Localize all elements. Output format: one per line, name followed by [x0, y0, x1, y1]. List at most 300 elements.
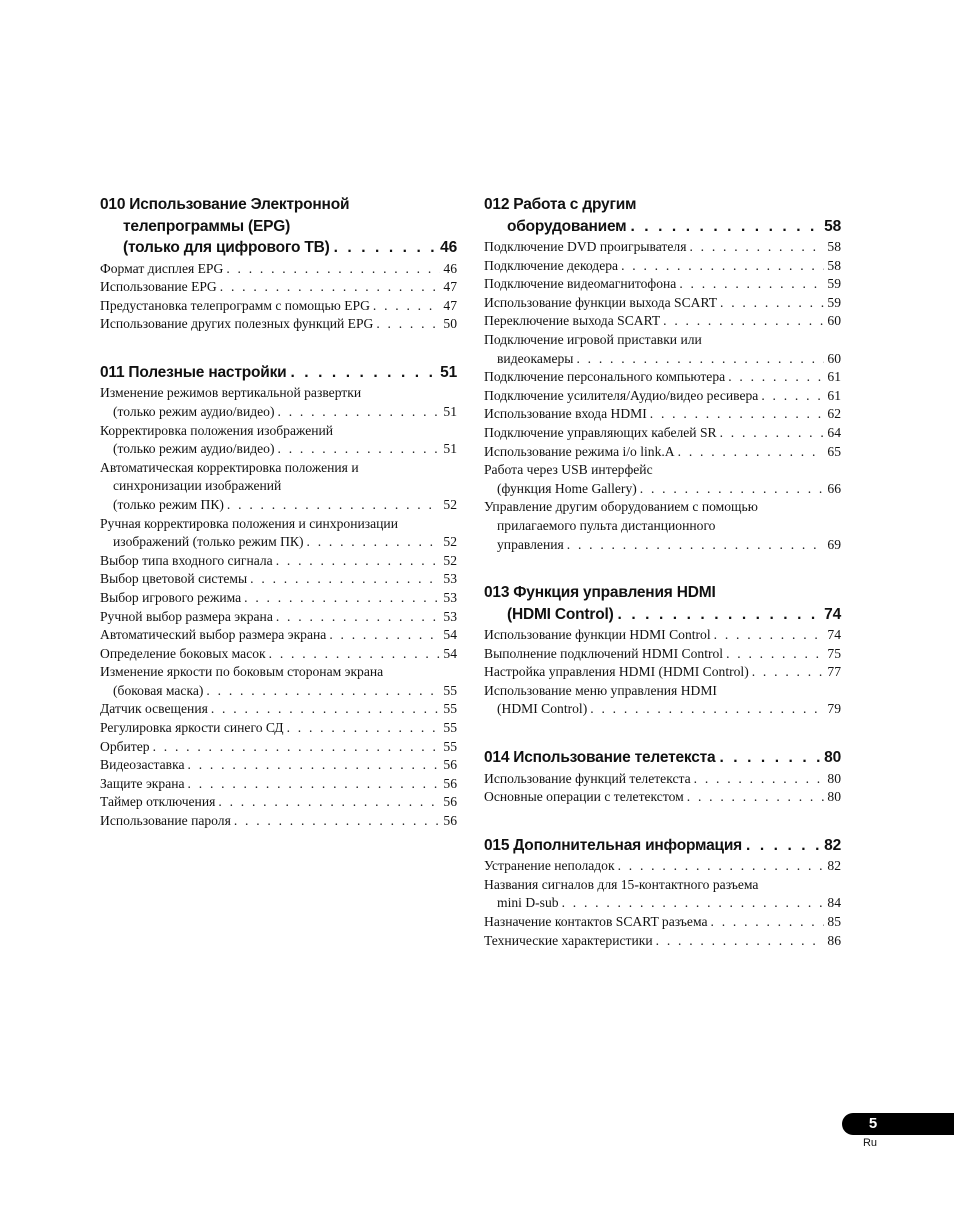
dot-leader — [276, 608, 441, 627]
section-number: 014 — [484, 749, 510, 767]
toc-entry — [100, 515, 457, 552]
dot-leader — [679, 275, 824, 294]
dot-leader — [211, 700, 441, 719]
toc-entry — [484, 788, 841, 807]
toc-entry — [100, 384, 457, 421]
dot-leader — [621, 257, 824, 276]
toc-entry-line — [484, 312, 841, 331]
dot-leader — [276, 552, 441, 571]
section-number: 012 — [484, 196, 510, 213]
dot-leader — [567, 536, 825, 555]
toc-entry-line — [484, 257, 841, 276]
dot-leader — [188, 756, 441, 775]
toc-entry-line — [100, 297, 457, 316]
entry-title: Изменение режимов вертикальной развертки — [100, 385, 362, 401]
toc-entry-line — [484, 517, 841, 536]
dot-leader — [307, 533, 441, 552]
dot-leader — [746, 835, 820, 857]
entry-title: Использование других полезных функций EPG — [100, 316, 374, 332]
toc-entry-line — [484, 498, 841, 517]
toc-entry — [100, 626, 457, 645]
entry-title: Датчик освещения — [100, 701, 208, 717]
dot-leader — [656, 932, 825, 951]
section-heading — [484, 194, 841, 237]
dot-leader — [234, 812, 441, 831]
toc-entry-line — [484, 663, 841, 682]
entry-title: Выбор игрового режима — [100, 589, 242, 605]
toc-entry-line — [484, 645, 841, 664]
dot-leader — [728, 368, 824, 387]
toc-entry-line — [100, 278, 457, 297]
entry-page-number: 52 — [443, 534, 457, 550]
entry-title: Подключение DVD проигрывателя — [484, 239, 687, 254]
toc-entry-line — [100, 775, 457, 794]
toc-entry-line — [100, 645, 457, 664]
toc-entry — [100, 315, 457, 334]
dot-leader — [618, 604, 821, 626]
section-title-text: Использование телетекста — [513, 749, 716, 767]
entry-page-number: 61 — [827, 387, 841, 403]
entry-page-number: 52 — [443, 496, 457, 512]
entry-title: Определение боковых масок — [100, 645, 266, 661]
toc-entry — [100, 278, 457, 297]
toc-entry-line — [484, 626, 841, 645]
toc-entry-line — [100, 663, 457, 682]
toc-entry — [484, 645, 841, 664]
section-page-number: 82 — [824, 836, 841, 854]
toc-entry — [100, 793, 457, 812]
entry-page-number: 66 — [827, 480, 841, 496]
entry-title: Подключение видеомагнитофона — [484, 276, 677, 292]
entry-title: Использование EPG — [100, 279, 217, 295]
dot-leader — [694, 770, 825, 789]
dot-leader — [562, 894, 825, 913]
entry-page-number: 53 — [443, 589, 457, 605]
toc-entry — [100, 297, 457, 316]
entry-title: Использование входа HDMI — [484, 406, 647, 422]
dot-leader — [278, 403, 441, 422]
toc-entry-line — [100, 384, 457, 403]
toc-entry-line — [100, 477, 457, 496]
dot-leader — [687, 788, 825, 807]
dot-leader — [663, 312, 824, 331]
toc-entry-line — [484, 700, 841, 719]
entry-title: Выбор цветовой системы — [100, 571, 248, 587]
toc-entry — [484, 913, 841, 932]
section-heading — [484, 835, 841, 857]
dot-leader — [290, 362, 436, 384]
entry-page-number: 55 — [443, 738, 457, 754]
entry-title: Выполнение подключений HDMI Control — [484, 645, 724, 661]
entry-page-number: 56 — [443, 775, 457, 791]
toc-entry-line — [484, 913, 841, 932]
entry-page-number: 56 — [443, 794, 457, 810]
toc-entry — [484, 257, 841, 276]
section-heading-line — [484, 604, 841, 626]
entry-title: Названия сигналов для 15-контактного разъема — [484, 876, 759, 892]
entry-title: Защите экрана — [100, 775, 185, 791]
section-title-text: (только для цифрового ТВ) — [123, 239, 330, 256]
toc-entry — [484, 368, 841, 387]
toc-entry — [484, 626, 841, 645]
section-heading — [100, 362, 457, 384]
entry-title: прилагаемого пульта дистанционного — [497, 517, 716, 533]
entry-title: Использование функции выхода SCART — [484, 294, 718, 310]
dot-leader — [188, 775, 441, 794]
toc-entry-line — [484, 876, 841, 895]
entry-page-number: 51 — [443, 403, 457, 419]
toc-entry — [484, 682, 841, 719]
entry-title: Подключение персонального компьютера — [484, 369, 726, 385]
toc-section — [484, 194, 841, 554]
toc-entry-line — [484, 331, 841, 350]
toc-entry — [484, 294, 841, 313]
entry-title: Использование функции HDMI Control — [484, 627, 711, 643]
toc-left-column — [100, 194, 457, 859]
section-title-text: (HDMI Control) — [507, 605, 614, 623]
toc-entry-line — [484, 788, 841, 807]
dot-leader — [244, 589, 440, 608]
section-heading-line — [100, 362, 457, 384]
entry-page-number: 56 — [443, 813, 457, 829]
toc-entry — [100, 608, 457, 627]
entry-page-number: 85 — [827, 914, 841, 930]
entry-page-number: 52 — [443, 552, 457, 568]
section-heading-line — [100, 216, 457, 238]
toc-entry-line — [100, 756, 457, 775]
dot-leader — [269, 645, 441, 664]
toc-entry-line — [484, 857, 841, 876]
entry-title: Использование меню управления HDMI — [484, 682, 717, 698]
dot-leader — [720, 294, 824, 313]
entry-title: Таймер отключения — [100, 794, 216, 810]
toc-entry — [100, 260, 457, 279]
entry-page-number: 56 — [443, 757, 457, 773]
dot-leader — [376, 315, 440, 334]
toc-entry-line — [484, 894, 841, 913]
dot-leader — [714, 626, 825, 645]
entry-page-number: 86 — [827, 932, 841, 948]
dot-leader — [329, 626, 440, 645]
toc-entry — [484, 498, 841, 554]
section-page-number: 58 — [824, 217, 841, 235]
entry-title: Орбитер — [100, 738, 150, 754]
toc-entry-line — [484, 387, 841, 406]
entry-page-number: 58 — [827, 239, 841, 254]
toc-entry — [100, 775, 457, 794]
entry-page-number: 61 — [827, 369, 841, 385]
dot-leader — [761, 387, 824, 406]
section-heading — [100, 194, 457, 259]
dot-leader — [373, 297, 441, 316]
entry-title: изображений (только режим ПК) — [113, 534, 304, 550]
entry-title: Подключение управляющих кабелей SR — [484, 424, 717, 440]
toc-section — [100, 194, 457, 334]
toc-entry — [100, 756, 457, 775]
entry-page-number: 47 — [443, 297, 457, 313]
toc-entry — [484, 238, 841, 257]
dot-leader — [650, 405, 825, 424]
entry-title: Выбор типа входного сигнала — [100, 552, 273, 568]
entry-page-number: 62 — [827, 406, 841, 422]
entry-title: Переключение выхода SCART — [484, 313, 661, 329]
entry-page-number: 54 — [443, 645, 457, 661]
section-heading-line — [484, 835, 841, 857]
dot-leader — [678, 443, 825, 462]
toc-entry-line — [484, 461, 841, 480]
entry-title: Формат дисплея EPG — [100, 260, 224, 276]
section-title-text: Функция управления HDMI — [513, 584, 716, 602]
entry-title: (только режим аудио/видео) — [113, 441, 275, 457]
section-heading-line — [484, 582, 841, 604]
toc-entry-line — [100, 459, 457, 478]
entry-title: (только режим аудио/видео) — [113, 403, 275, 419]
toc-entry-line — [484, 480, 841, 499]
dot-leader — [287, 719, 441, 738]
dot-leader — [206, 682, 440, 701]
section-title-text: телепрограммы (EPG) — [123, 217, 291, 235]
toc-entry — [484, 405, 841, 424]
toc-entry-line — [100, 589, 457, 608]
toc-entry-line — [484, 350, 841, 369]
entry-page-number: 46 — [443, 260, 457, 276]
toc-entry-line — [484, 424, 841, 443]
dot-leader — [576, 350, 824, 369]
entry-title: (боковая маска) — [113, 682, 204, 698]
section-heading-line — [100, 237, 457, 259]
toc-entry-line — [100, 682, 457, 701]
section-number: 011 — [100, 363, 125, 381]
toc-entry-line — [484, 443, 841, 462]
toc-entry — [100, 719, 457, 738]
section-heading-line — [484, 216, 841, 238]
entry-title: (HDMI Control) — [497, 701, 588, 717]
toc-entry — [100, 738, 457, 757]
toc-entry-line — [100, 700, 457, 719]
entry-title: управления — [497, 536, 564, 552]
toc-entry-line — [484, 368, 841, 387]
entry-title: Регулировка яркости синего СД — [100, 720, 284, 736]
entry-title: Основные операции с телетекстом — [484, 789, 684, 805]
entry-title: Устранение неполадок — [484, 858, 615, 874]
dot-leader — [220, 278, 441, 297]
dot-leader — [720, 424, 825, 443]
dot-leader — [719, 747, 820, 769]
entry-page-number: 53 — [443, 608, 457, 624]
toc-entry-line — [100, 403, 457, 422]
page-number-tab — [842, 1113, 954, 1135]
entry-title: Автоматическая корректировка положения и — [100, 459, 359, 475]
entry-page-number: 50 — [443, 316, 457, 332]
entry-title: Корректировка положения изображений — [100, 422, 334, 438]
toc-entry — [100, 422, 457, 459]
entry-title: Технические характеристики — [484, 932, 653, 948]
toc-entry — [484, 424, 841, 443]
entry-title: Подключение игровой приставки или — [484, 331, 702, 347]
toc-entry — [100, 663, 457, 700]
entry-page-number: 51 — [443, 441, 457, 457]
section-page-number: 46 — [440, 239, 457, 256]
section-number: 015 — [484, 836, 510, 854]
entry-page-number: 82 — [827, 858, 841, 874]
entry-title: mini D-sub — [497, 895, 559, 911]
entry-page-number: 80 — [827, 770, 841, 786]
toc-entry-line — [100, 738, 457, 757]
dot-leader — [752, 663, 825, 682]
section-heading-line — [484, 194, 841, 216]
toc-entry — [484, 312, 841, 331]
toc-entry — [484, 461, 841, 498]
toc-entry-line — [100, 533, 457, 552]
page-number: 5 — [868, 1115, 878, 1132]
toc-entry — [484, 331, 841, 368]
toc-entry — [100, 700, 457, 719]
toc-entry-line — [100, 260, 457, 279]
section-heading — [484, 582, 841, 625]
toc-entry — [100, 552, 457, 571]
dot-leader — [250, 570, 440, 589]
toc-entry — [484, 857, 841, 876]
section-heading-line — [100, 194, 457, 216]
entry-title: Использование пароля — [100, 813, 231, 829]
entry-page-number: 77 — [827, 664, 841, 680]
section-page-number: 51 — [440, 363, 457, 381]
entry-page-number: 84 — [827, 895, 841, 911]
toc-entry — [100, 570, 457, 589]
entry-page-number: 55 — [443, 682, 457, 698]
toc-entry-line — [100, 608, 457, 627]
section-page-number: 74 — [824, 605, 841, 623]
entry-title: (функция Home Gallery) — [497, 480, 637, 496]
toc-entry-line — [484, 294, 841, 313]
entry-title: видеокамеры — [497, 350, 574, 366]
toc-entry-line — [100, 422, 457, 441]
entry-title: Предустановка телепрограмм с помощью EPG — [100, 297, 370, 313]
toc-entry — [484, 663, 841, 682]
section-heading — [484, 747, 841, 769]
section-title-text: Использование Электронной — [129, 196, 350, 213]
toc-entry-line — [484, 770, 841, 789]
toc-entry — [484, 387, 841, 406]
entry-page-number: 75 — [827, 645, 841, 661]
entry-title: Ручной выбор размера экрана — [100, 608, 273, 624]
dot-leader — [630, 216, 820, 238]
toc-entry — [484, 443, 841, 462]
toc-section — [484, 747, 841, 807]
toc-entry-line — [484, 536, 841, 555]
entry-title: Изменение яркости по боковым сторонам экрана — [100, 664, 384, 680]
toc-entry — [484, 770, 841, 789]
section-heading-line — [484, 747, 841, 769]
toc-entry — [100, 645, 457, 664]
toc-entry-line — [100, 440, 457, 459]
section-number: 013 — [484, 584, 510, 602]
entry-page-number: 80 — [827, 789, 841, 805]
toc-entry — [100, 812, 457, 831]
dot-leader — [227, 496, 440, 515]
entry-page-number: 58 — [827, 257, 841, 273]
section-page-number: 80 — [824, 749, 841, 767]
dot-leader — [618, 857, 825, 876]
entry-page-number: 69 — [827, 536, 841, 552]
entry-title: Использование режима i/o link.A — [484, 443, 675, 459]
dot-leader — [153, 738, 441, 757]
entry-page-number: 64 — [827, 424, 841, 440]
entry-page-number: 65 — [827, 443, 841, 459]
dot-leader — [278, 440, 441, 459]
toc-entry-line — [100, 812, 457, 831]
entry-page-number: 59 — [827, 276, 841, 292]
dot-leader — [334, 237, 437, 259]
toc-entry-line — [484, 275, 841, 294]
entry-title: Подключение декодера — [484, 257, 619, 273]
toc-entry — [484, 932, 841, 951]
entry-page-number: 74 — [827, 627, 841, 643]
toc-entry — [484, 275, 841, 294]
dot-leader — [689, 238, 824, 257]
entry-page-number: 60 — [827, 350, 841, 366]
section-title-text: оборудованием — [507, 217, 627, 235]
dot-leader — [590, 700, 824, 719]
entry-page-number: 55 — [443, 701, 457, 717]
toc-section — [100, 362, 457, 831]
entry-page-number: 59 — [827, 294, 841, 310]
entry-page-number: 54 — [443, 627, 457, 643]
entry-title: Назначение контактов SCART разъема — [484, 914, 708, 930]
entry-title: Автоматический выбор размера экрана — [100, 627, 327, 643]
section-title-text: Дополнительная информация — [513, 836, 743, 854]
entry-page-number: 55 — [443, 720, 457, 736]
entry-title: синхронизации изображений — [113, 478, 282, 494]
toc-section — [484, 835, 841, 950]
toc-entry-line — [100, 515, 457, 534]
entry-title: Работа через USB интерфейс — [484, 462, 653, 478]
entry-title: Настройка управления HDMI (HDMI Control) — [484, 664, 749, 680]
entry-title: Подключение усилителя/Аудио/видео ресивера — [484, 387, 759, 403]
entry-page-number: 79 — [827, 701, 841, 717]
toc-right-column — [484, 194, 841, 978]
entry-page-number: 60 — [827, 313, 841, 329]
toc-entry-line — [100, 315, 457, 334]
toc-entry-line — [100, 496, 457, 515]
dot-leader — [640, 480, 825, 499]
toc-entry-line — [100, 719, 457, 738]
section-number: 010 — [100, 196, 126, 213]
entry-title: Ручная корректировка положения и синхронизации — [100, 515, 398, 531]
toc-entry — [100, 459, 457, 515]
toc-entry-line — [100, 570, 457, 589]
language-code: Ru — [862, 1137, 878, 1149]
dot-leader — [726, 645, 824, 664]
toc-entry — [100, 589, 457, 608]
section-title-text: Полезные настройки — [128, 363, 287, 381]
dot-leader — [226, 260, 440, 279]
toc-entry — [484, 876, 841, 913]
toc-entry-line — [484, 682, 841, 701]
entry-title: (только режим ПК) — [113, 496, 224, 512]
toc-entry-line — [100, 552, 457, 571]
entry-page-number: 53 — [443, 571, 457, 587]
toc-entry-line — [484, 405, 841, 424]
toc-entry-line — [484, 932, 841, 951]
entry-title: Управление другим оборудованием с помощью — [484, 499, 758, 515]
section-title-text: Работа с другим — [513, 196, 637, 213]
entry-page-number: 47 — [443, 279, 457, 295]
entry-title: Видеозаставка — [100, 757, 185, 773]
entry-title: Использование функций телетекста — [484, 770, 691, 786]
toc-entry-line — [484, 238, 841, 257]
dot-leader — [218, 793, 440, 812]
